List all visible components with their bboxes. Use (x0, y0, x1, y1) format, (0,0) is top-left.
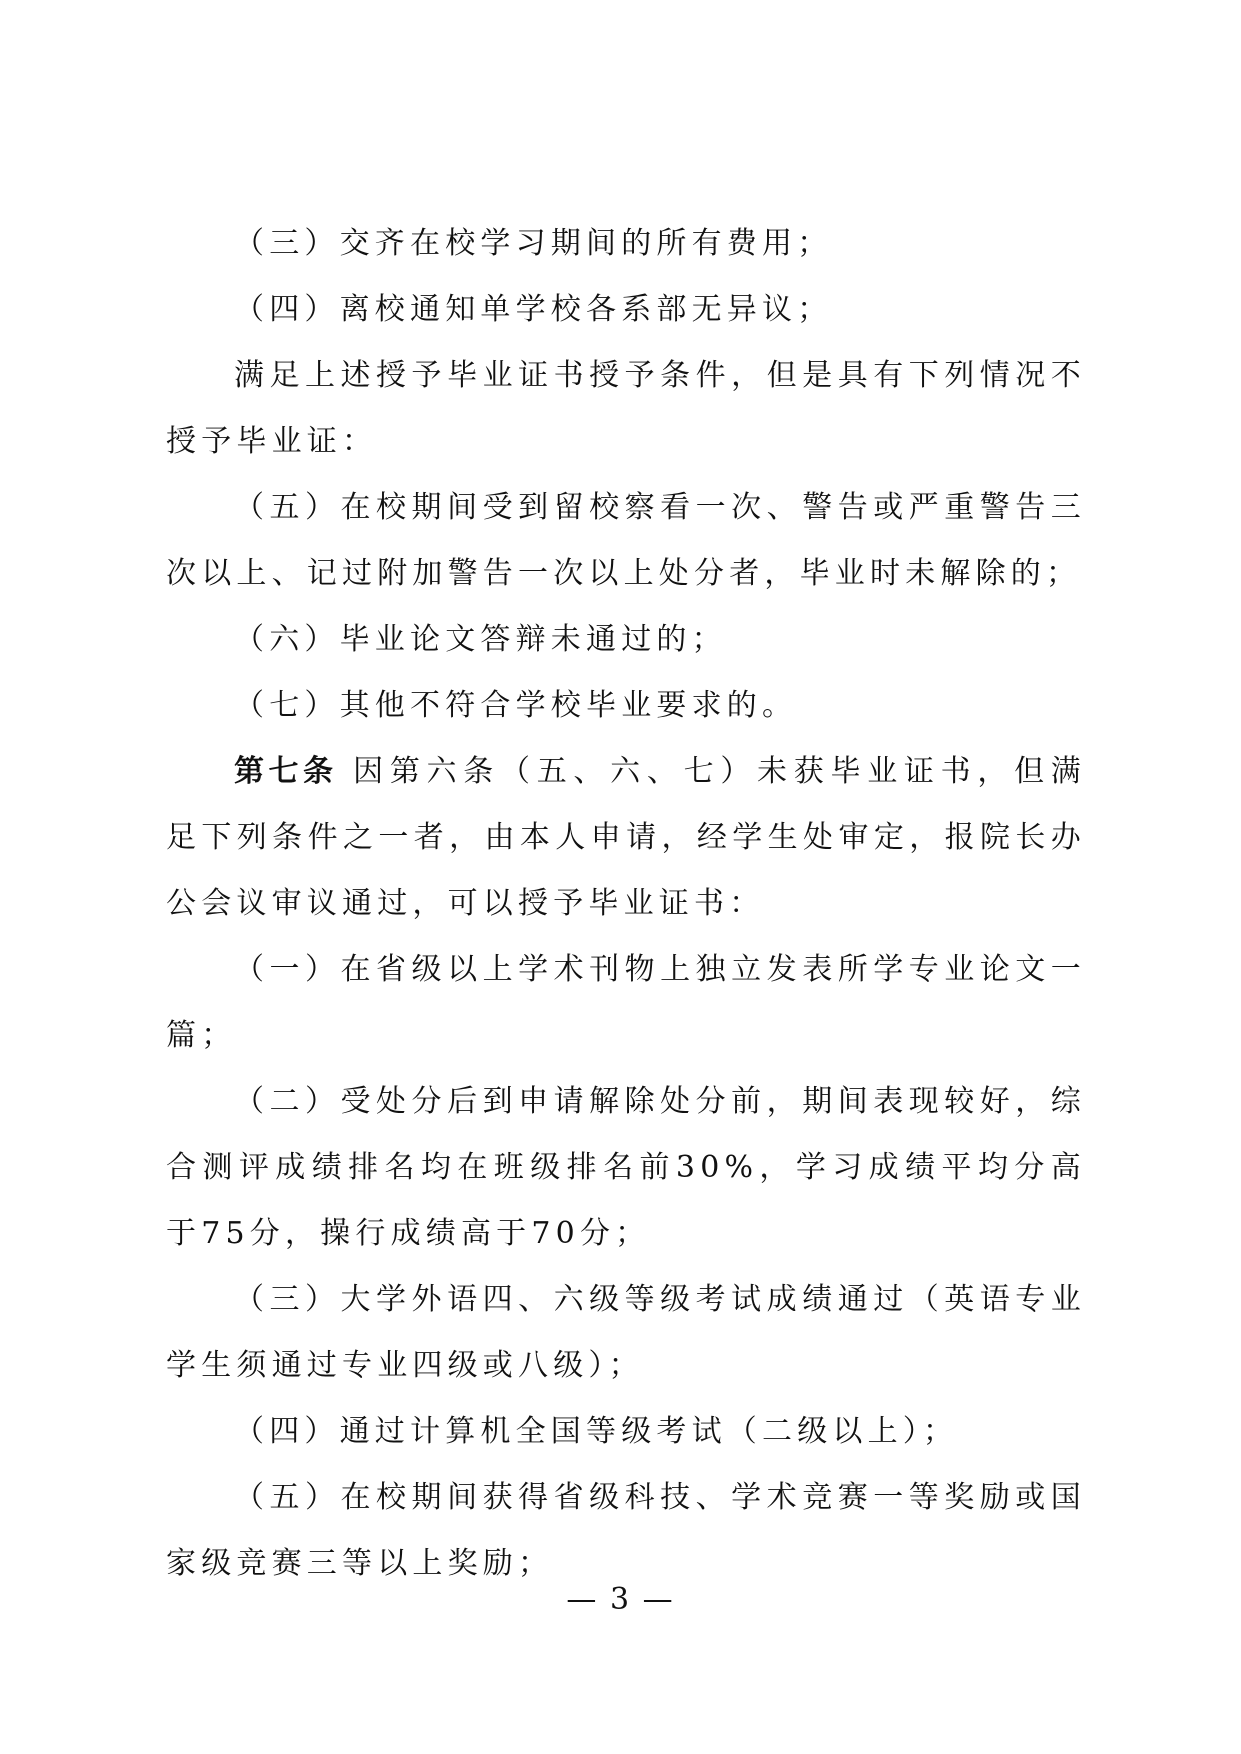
clause-text: （四）离校通知单学校各系部无异议； (234, 292, 833, 327)
clause-text: 满足上述授予毕业证书授予条件，但是具有下列情况不授予毕业证： (166, 358, 1086, 459)
clause-text: （三）交齐在校学习期间的所有费用； (234, 226, 833, 261)
condition-1-publication (166, 937, 1086, 1069)
clause-text: （五）在校期间获得省级科技、学术竞赛一等奖励或国家级竞赛三等以上奖励； (166, 1480, 1086, 1581)
clause-text: （四）通过计算机全国等级考试（二级以上）； (234, 1414, 959, 1449)
article-label: 第七条 (234, 754, 338, 789)
clause-3-fees (166, 211, 1086, 277)
clause-7-other (166, 673, 1086, 739)
clause-5-discipline (166, 475, 1086, 607)
condition-3-english (166, 1267, 1086, 1399)
article-text: 因第六条（五、六、七）未获毕业证书，但满足下列条件之一者，由本人申请，经学生处审定，报院长办公会议审议通过，可以授予毕业证书： (166, 754, 1087, 921)
clause-text: （五）在校期间受到留校察看一次、警告或严重警告三次以上、记过附加警告一次以上处分者，毕业时未解除的； (166, 490, 1086, 591)
document-body (166, 211, 1086, 1597)
clause-text: （二）受处分后到申请解除处分前，期间表现较好，综合测评成绩排名均在班级排名前30%，学习成绩平均分高于75分，操行成绩高于70分； (166, 1084, 1086, 1251)
clause-text: （三）大学外语四、六级等级考试成绩通过（英语专业学生须通过专业四级或八级）； (166, 1282, 1086, 1383)
clause-6-thesis (166, 607, 1086, 673)
clause-4-leaving-notice (166, 277, 1086, 343)
condition-2-performance (166, 1069, 1086, 1267)
clause-text: （七）其他不符合学校毕业要求的。 (234, 688, 798, 723)
condition-4-computer (166, 1399, 1086, 1465)
clause-text: （六）毕业论文答辩未通过的； (234, 622, 727, 657)
clause-text: （一）在省级以上学术刊物上独立发表所学专业论文一篇； (166, 952, 1086, 1053)
article-7 (166, 739, 1086, 937)
page-number: — 3 — (566, 1582, 675, 1617)
exception-intro (166, 343, 1086, 475)
condition-5-competition (166, 1465, 1086, 1597)
